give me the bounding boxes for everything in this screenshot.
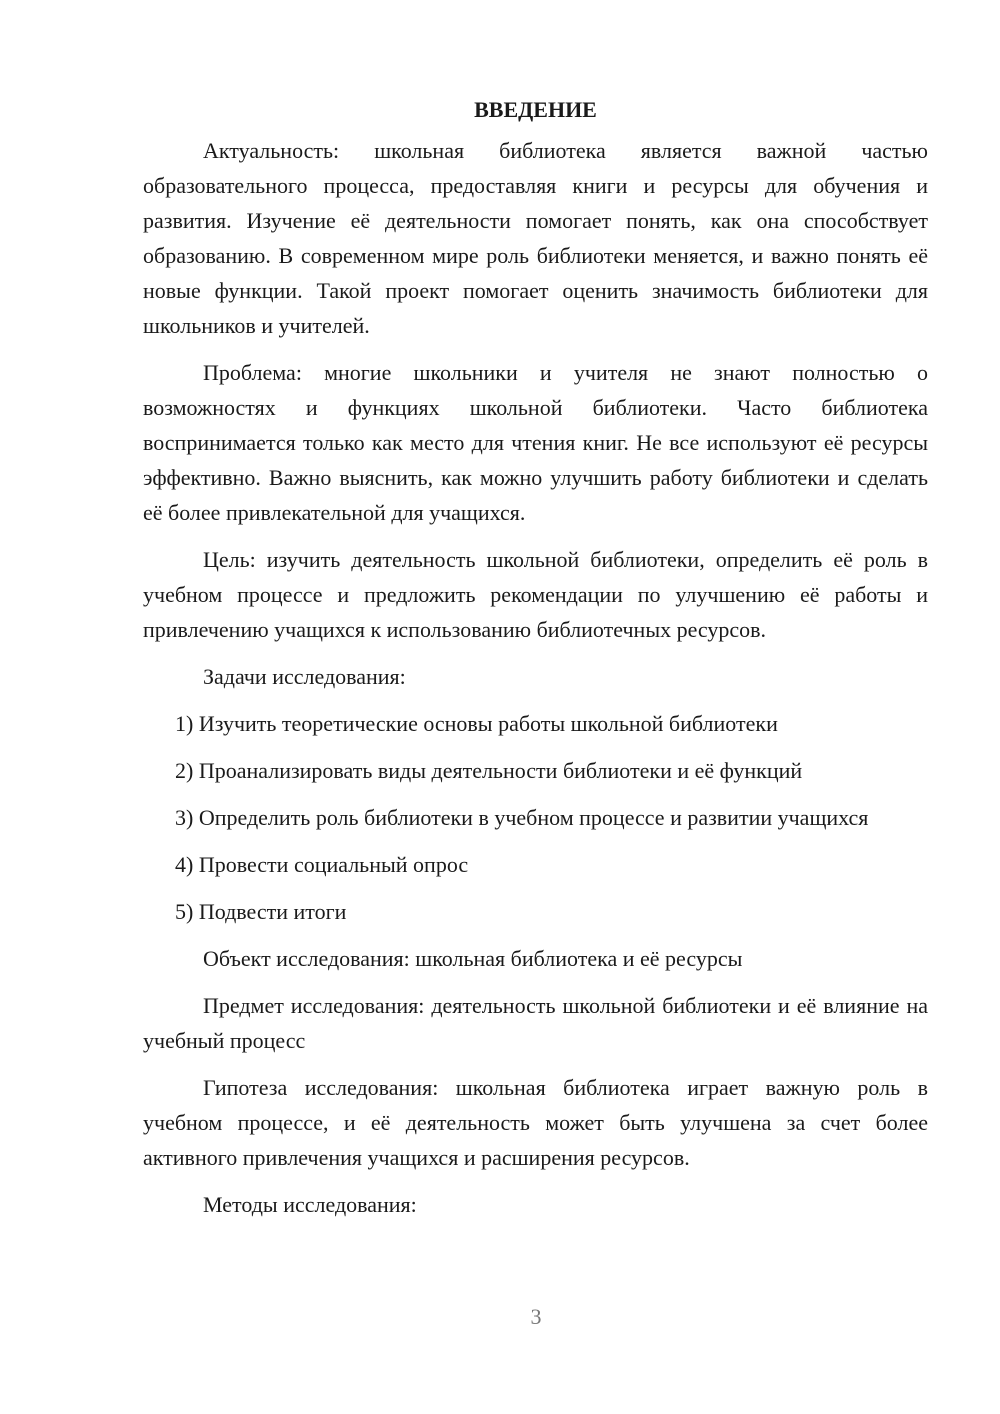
page-title: ВВЕДЕНИЕ [474, 97, 597, 122]
tasks-heading: Задачи исследования: [203, 664, 406, 689]
page-number: 3 [530, 1304, 542, 1329]
task-item: 3) Определить роль библиотеки в учебном процессе и развитии учащихся [175, 805, 869, 830]
document-page [143, 92, 928, 1234]
goal-paragraph: Цель: изучить деятельность школьной библиотеки, определить её роль в учебном процессе и предложить рекомендации по улучшению её работы и привлечению учащихся к использованию библиотечных ресурсов. [143, 547, 928, 642]
task-item: 4) Провести социальный опрос [175, 852, 469, 877]
methods-heading: Методы исследования: [203, 1192, 417, 1217]
task-item: 1) Изучить теоретические основы работы школьной библиотеки [175, 711, 778, 736]
subject-paragraph: Предмет исследования: деятельность школьной библиотеки и её влияние на учебный процесс [143, 993, 928, 1053]
object-paragraph: Объект исследования: школьная библиотека и её ресурсы [203, 946, 743, 971]
problem-paragraph: Проблема: многие школьники и учителя не знают полностью о возможностях и функциях школьной библиотеки. Часто библиотека воспринимается только как место для чтения книг. Не все используют её ресурсы эффективно. Важно выяснить, как можно улучшить работу библиотеки и сделать её более привлекательной для учащихся. [143, 360, 928, 525]
relevance-paragraph: Актуальность: школьная библиотека является важной частью образовательного процесса, предоставляя книги и ресурсы для обучения и развития. Изучение её деятельности помогает понять, как она способствует образованию. В современном мире роль библиотеки меняется, и важно понять её новые функции. Такой проект помогает оценить значимость библиотеки для школьников и учителей. [143, 138, 928, 338]
task-item: 2) Проанализировать виды деятельности библиотеки и её функций [175, 758, 803, 783]
hypothesis-paragraph: Гипотеза исследования: школьная библиотека играет важную роль в учебном процессе, и её деятельность может быть улучшена за счет более активного привлечения учащихся и расширения ресурсов. [143, 1075, 928, 1170]
task-item: 5) Подвести итоги [175, 899, 347, 924]
